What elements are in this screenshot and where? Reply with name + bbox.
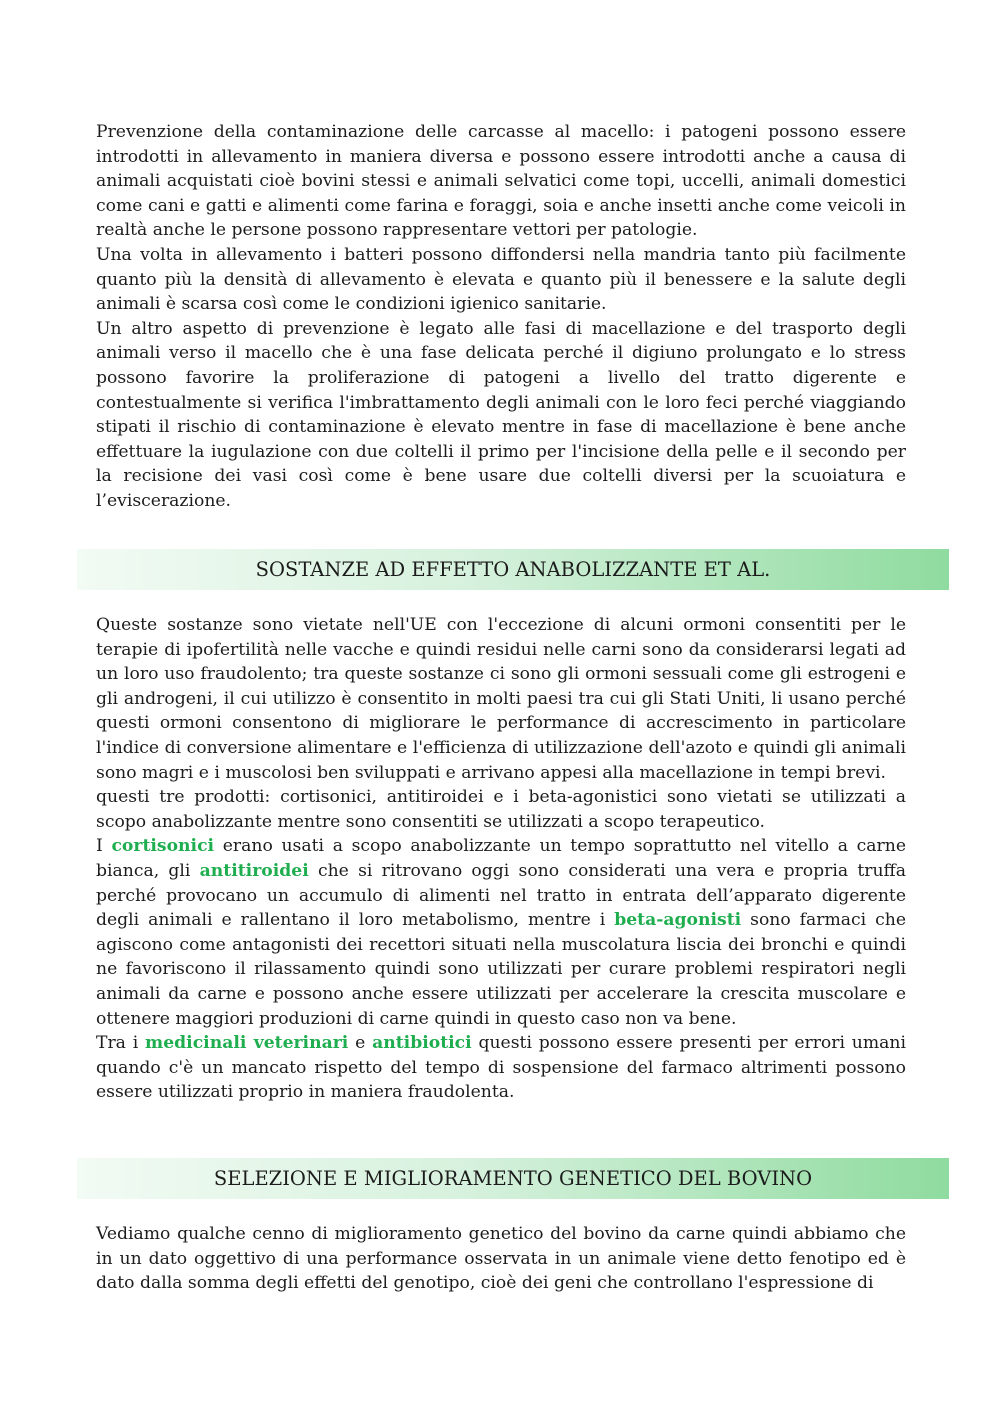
section-anabolizzanti <box>96 613 906 1105</box>
paragraph <box>96 834 906 1031</box>
section-contaminazione <box>96 120 906 514</box>
highlighted-term: cortisonici <box>111 836 215 857</box>
paragraph: Queste sostanze sono vietate nell'UE con l'eccezione di alcuni ormoni consentiti per le terapie di ipofertilità nelle vacche e quindi residui nelle carni sono da considerarsi legati ad un loro uso fraudolento; tra queste sostanze ci sono gli ormoni sessuali come gli estrogeni e gli androgeni, il cui utilizzo è consentito in molti paesi tra cui gli Stati Uniti, li usano perché questi ormoni consentono di migliorare le performance di accrescimento in particolare l'indice di conversione alimentare e l'efficienza di utilizzazione dell'azoto e quindi gli animali sono magri e i muscolosi ben sviluppati e arrivano appesi alla macellazione in tempi brevi. <box>96 615 906 783</box>
text-run: sono farmaci che agiscono come antagonisti dei recettori situati nella muscolatura liscia dei bronchi e quindi ne favoriscono il rilassamento quindi sono utilizzati per curare problemi respiratori negli animali da carne e possono anche essere utilizzati per accelerare la crescita muscolare e ottenere maggiori produzioni di carne quindi in questo caso non va bene. <box>96 910 906 1029</box>
highlighted-term: antibiotici <box>372 1033 472 1054</box>
section-heading-anabolizzanti: SOSTANZE AD EFFETTO ANABOLIZZANTE ET AL. <box>77 549 949 590</box>
text-run: Tra i <box>96 1033 146 1054</box>
paragraph: Prevenzione della contaminazione delle carcasse al macello: i patogeni possono essere introdotti in allevamento in maniera diversa e possono essere introdotti anche a causa di animali acquistati cioè bovini stessi e animali selvatici come topi, uccelli, animali domestici come cani e gatti e alimenti come farina e foraggi, soia e anche insetti anche come veicoli in realtà anche le persone possono rappresentare vettori per patologie. <box>96 122 906 241</box>
paragraph: Vediamo qualche cenno di miglioramento genetico del bovino da carne quindi abbiamo che in un dato oggettivo di una performance osservata in un animale viene detto fenotipo ed è dato dalla somma degli effetti del genotipo, cioè dei geni che controllano l'espressione di <box>96 1224 906 1294</box>
text-run: erano usati a scopo anabolizzante un tempo soprattutto nel vitello a carne bianca, gli <box>96 836 906 881</box>
paragraph <box>96 1031 906 1105</box>
highlighted-term: beta-agonisti <box>614 910 742 931</box>
text-run: questi possono essere presenti per errori umani quando c'è un mancato rispetto del tempo di sospensione del farmaco altrimenti possono essere utilizzati proprio in maniera fraudolenta. <box>96 1033 906 1103</box>
paragraph: Un altro aspetto di prevenzione è legato alle fasi di macellazione e del trasporto degli animali verso il macello che è una fase delicata perché il digiuno prolungato e lo stress possono favorire la proliferazione di patogeni a livello del tratto digerente e contestualmente si verifica l'imbrattamento degli animali con le loro feci perché viaggiando stipati il rischio di contaminazione è elevato mentre in fase di macellazione è bene anche effettuare la iugulazione con due coltelli il primo per l'incisione della pelle e il secondo per la recisione dei vasi così come è bene usare due coltelli diversi per la scuoiatura e l’eviscerazione. <box>96 318 906 511</box>
highlighted-term: antitiroidei <box>199 860 309 881</box>
section-selezione <box>96 1222 906 1296</box>
text-run: I <box>96 836 112 857</box>
text-run: che si ritrovano oggi sono considerati una vera e propria truffa perché provocano un accumulo di alimenti nel tratto in entrata dell’apparato digerente degli animali e rallentano il loro metabolismo, mentre i <box>96 860 906 931</box>
paragraph: Una volta in allevamento i batteri possono diffondersi nella mandria tanto più facilmente quanto più la densità di allevamento è elevata e quanto più il benessere e la salute degli animali è scarsa così come le condizioni igienico sanitarie. <box>96 244 906 315</box>
highlighted-term: medicinali veterinari <box>145 1033 349 1054</box>
section-heading-selezione: SELEZIONE E MIGLIORAMENTO GENETICO DEL BOVINO <box>77 1158 949 1199</box>
paragraph: questi tre prodotti: cortisonici, antitiroidei e i beta-agonistici sono vietati se utilizzati a scopo anabolizzante mentre sono consentiti se utilizzati a scopo terapeutico. <box>96 787 906 832</box>
text-run: e <box>348 1033 373 1054</box>
